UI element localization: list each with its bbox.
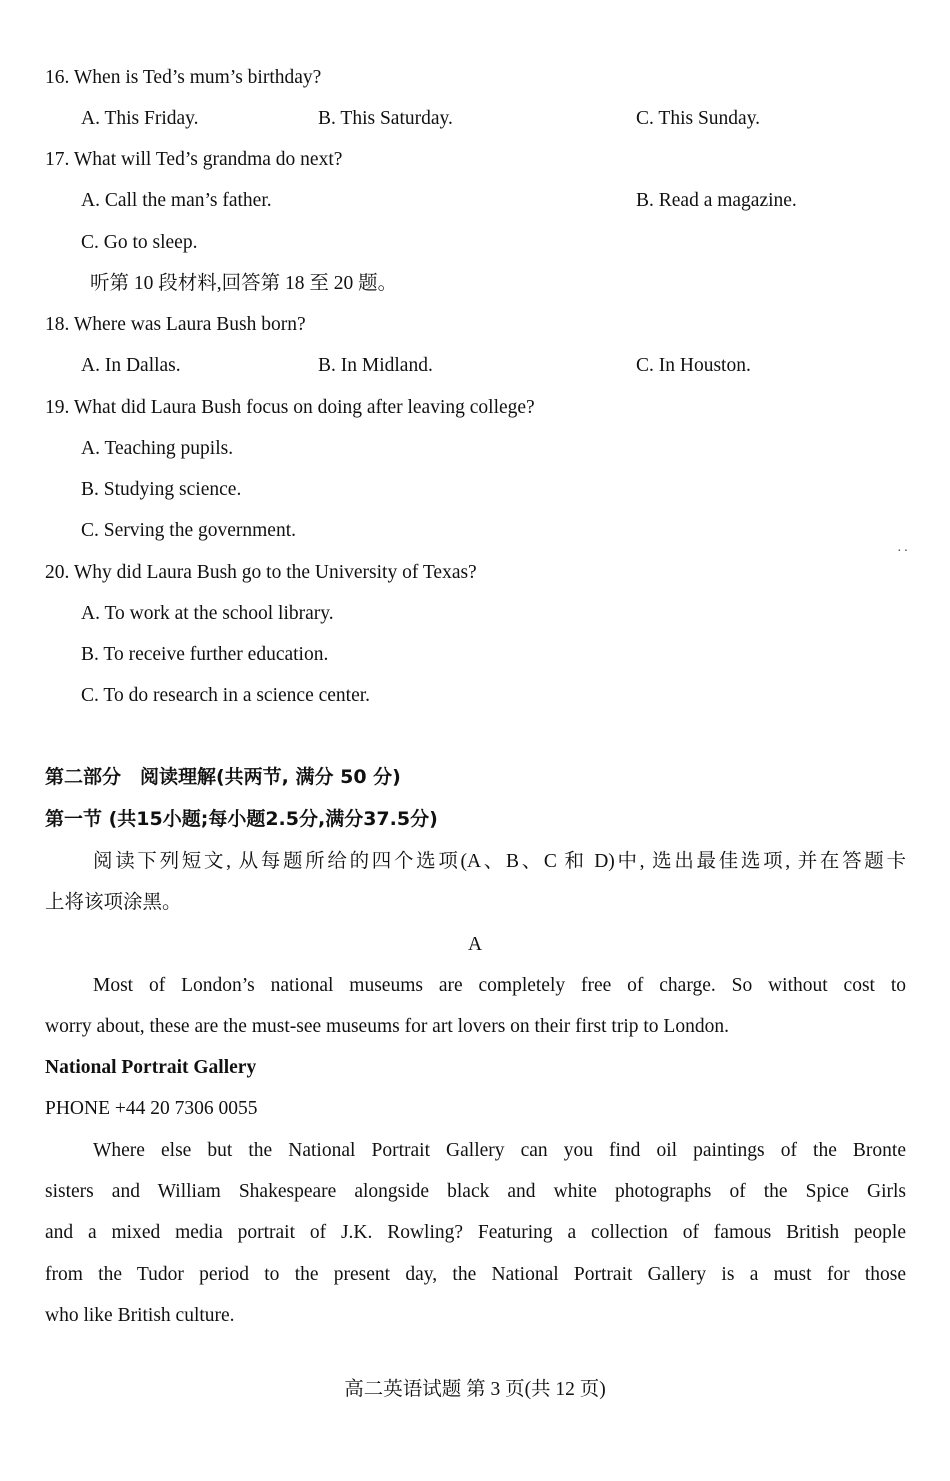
question-18-stem: 18. Where was Laura Bush born? [45, 314, 306, 335]
question-16-stem: 16. When is Ted’s mum’s birthday? [45, 67, 322, 88]
reading-instruction-line1: 阅读下列短文, 从每题所给的四个选项(A、B、C 和 D)中, 选出最佳选项, 并在答题卡 [93, 851, 906, 872]
q17-option-b: B. Read a magazine. [636, 190, 797, 211]
question-19-stem: 19. What did Laura Bush focus on doing after leaving college? [45, 397, 535, 418]
q18-option-b: B. In Midland. [318, 355, 433, 376]
reading-instruction-line2: 上将该项涂黑。 [45, 892, 182, 914]
part2-title: 第二部分 阅读理解(共两节, 满分 50 分) [45, 766, 401, 788]
q20-option-a: A. To work at the school library. [81, 603, 334, 624]
q17-option-c: C. Go to sleep. [81, 232, 198, 253]
q18-option-a: A. In Dallas. [81, 355, 181, 376]
q17-option-a: A. Call the man’s father. [81, 190, 272, 211]
passage-label: A [467, 934, 483, 955]
section1-title: 第一节 (共15小题;每小题2.5分,满分37.5分) [45, 808, 438, 830]
q20-option-c: C. To do research in a science center. [81, 685, 371, 706]
q19-option-b: B. Studying science. [81, 479, 242, 500]
q19-option-a: A. Teaching pupils. [81, 438, 234, 459]
passage-intro [45, 965, 906, 1047]
passage-intro-line1: Most of London’s national museums are completely free of charge. So without cost to [93, 975, 906, 996]
passage-intro-line2: worry about, these are the must-see museums for art lovers on their first trip to London. [45, 1016, 729, 1038]
passage-body-line: sisters and William Shakespeare alongside black and white photographs of the Spice Girls [45, 1181, 906, 1203]
passage-body-line: Where else but the National Portrait Gallery can you find oil paintings of the Bronte [93, 1140, 906, 1161]
question-17-stem: 17. What will Ted’s grandma do next? [45, 149, 343, 170]
reading-instruction [45, 841, 906, 923]
museum-phone: PHONE +44 20 7306 0055 [45, 1098, 258, 1119]
q19-option-c: C. Serving the government. [81, 520, 297, 541]
passage-body-line: from the Tudor period to the present day, the National Portrait Gallery is a must for those [45, 1263, 906, 1285]
passage-body [45, 1130, 906, 1336]
q16-option-b: B. This Saturday. [318, 108, 453, 129]
q20-option-b: B. To receive further education. [81, 644, 329, 665]
passage-body-line: and a mixed media portrait of J.K. Rowling? Featuring a collection of famous British people [45, 1222, 906, 1244]
museum-name: National Portrait Gallery [45, 1057, 257, 1078]
question-20-stem: 20. Why did Laura Bush go to the University of Texas? [45, 562, 477, 583]
q18-option-c: C. In Houston. [636, 355, 751, 376]
listening-instruction-10: 听第 10 段材料,回答第 18 至 20 题。 [90, 273, 398, 294]
q16-option-a: A. This Friday. [81, 108, 199, 129]
passage-body-line: who like British culture. [45, 1304, 235, 1326]
q16-option-c: C. This Sunday. [636, 108, 761, 129]
margin-mark: ·· [897, 544, 911, 559]
page-footer: 高二英语试题 第 3 页(共 12 页) [344, 1379, 606, 1400]
